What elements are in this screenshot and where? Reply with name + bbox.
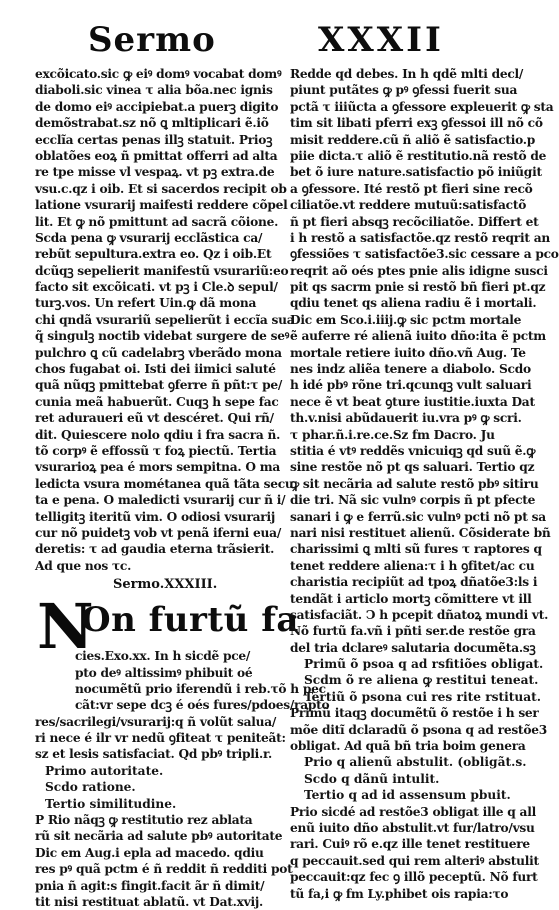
outline-item: Tertio similitudine. <box>45 796 177 811</box>
left-outline <box>35 763 277 812</box>
text-line: nocumẽtũ prio iferendũ i reb.τõ h pec <box>75 681 326 696</box>
left-text-block-3 <box>35 812 293 910</box>
text-line: reqrit aõ oés ptes pnie alis idigne susci <box>290 263 548 278</box>
text-line: Redde qd debes. In h qdẽ mlti decl/ <box>290 67 524 81</box>
text-line: tendãt i articlo mortꝫ cõmittere vt ill <box>290 591 532 606</box>
text-line: pnia ñ agit:s fingit.facit ãr ñ dimit/ <box>35 878 265 893</box>
text-line: dit. Quiescere nolo qdiu i fra sacra ñ. <box>35 427 281 442</box>
text-line: ꝯfessiões τ satisfactõe3.sic cessare a pco <box>290 247 559 262</box>
left-text-block-2 <box>35 648 330 763</box>
text-line: chos fugabat oi. Isti dei iimici saluté <box>35 362 276 377</box>
outline-item: Primo autoritate. <box>45 763 164 778</box>
decorated-initial: N <box>37 590 94 664</box>
text-line: res/sacrilegi/vsurarij:q ñ volũt salua/ <box>35 714 277 729</box>
text-line: vsu.c.qz i oib. Et si sacerdos recipit ob <box>35 181 287 196</box>
text-line: rũ sit necãria ad salute pbꝰ autoritate <box>35 829 283 844</box>
text-line: τ phar.ñ.i.re.ce.Sz fm Dacro. Ju <box>290 427 495 442</box>
text-line: mortale retiere iuito dño.vñ Aug. Te <box>290 345 526 360</box>
text-line: ñ pt fieri absqꝫ recõciliatõe. Differt et <box>290 214 539 229</box>
right-outline-2 <box>290 754 538 803</box>
text-line: res pꝰ quã pctm é ñ reddit ñ redditi pot <box>35 862 293 877</box>
outline-item: Tertio q ad id assensum pbuit. <box>304 788 511 803</box>
text-line: sanari i ꝙ e ferrũ.sic vulnꝰ pcti nõ pt sa <box>290 509 546 524</box>
text-line: latione vsurarij maifesti reddere cõpel <box>35 198 288 213</box>
text-line: Prio sicdé ad restõe3 obligat ille q all <box>290 804 536 819</box>
text-line: cãt:vr sepe dcꝫ é oés fures/pdoes/rapto <box>75 698 330 713</box>
text-line: pctã τ iiiũcta a ꝯfessore expleuerit ꝙ sta <box>290 99 554 114</box>
text-line: lit. Et ꝙ nõ pmittunt ad sacrã cõione. <box>35 214 279 229</box>
text-line: charistia recipiũt ad tpoꝝ dñatõe3:ls i <box>290 575 538 590</box>
text-line: Ad que nos τc. <box>35 558 132 573</box>
text-line: Dic em Sco.i.iiij.ꝙ sic pctm mortale <box>290 312 522 327</box>
text-line: tõ corpꝰ ẽ effossũ τ foꝝ piectũ. Tertia <box>35 443 277 458</box>
text-line: turꝫ.vos. Un refert Uin.ꝙ dã mona <box>35 296 257 311</box>
text-line: Scda pena ꝙ vsurarij ecclãstica ca/ <box>35 230 263 245</box>
right-column <box>290 66 559 902</box>
running-head-right: XXXII <box>318 20 444 60</box>
text-line: tit nisi restituat ablatũ. vt Dat.xvij. <box>35 894 264 909</box>
text-line: q peccauit.sed qui rem alteriꝰ abstulit <box>290 853 539 868</box>
text-line: diaboli.sic vinea τ alia bõa.nec ignis <box>35 83 273 98</box>
left-column <box>35 66 330 910</box>
text-line: h idé pbꝰ rõne tri.qcunqꝫ vult saluari <box>290 378 532 393</box>
text-line: sz et lesis satisfaciat. Qd pbꝰ tripli.r. <box>35 747 273 762</box>
text-line: peccauit:qz fec ꝯ illõ peceptũ. Nõ furt <box>290 870 538 885</box>
text-line: ri nece é ilr vr nedũ ꝯfiteat τ peniteãt: <box>35 731 286 746</box>
text-line: rebũt sepultura.extra eo. Qz i oib.Et <box>35 247 272 262</box>
text-line: mõe ditĩ dclaradũ õ psona q ad restõe3 <box>290 722 547 737</box>
text-line: misit reddere.cũ ñ aliõ ẽ satisfactio.p <box>290 132 536 147</box>
text-line: nece ẽ vt beat ꝯture iustitie.iuxta Dat <box>290 394 535 409</box>
text-line: demõstrabat.sz nõ ꝗ mltiplicari ẽ.iõ <box>35 116 269 131</box>
text-line: cies.Exo.xx. In h sicdẽ pce/ <box>75 649 251 664</box>
right-text-block-3 <box>290 804 538 902</box>
text-line: ꝙ sit necãria ad salute restõ pbꝰ sitiru <box>290 476 539 491</box>
text-line: ledicta vsura mométanea quã tãta secu <box>35 476 294 491</box>
text-line: satisfaciãt. Ↄ h pcepit dñatoꝝ mundi vt. <box>290 607 549 622</box>
left-text-block-1 <box>35 66 295 574</box>
text-line: cur nõ puidetꝫ vob vt penã iferni eua/ <box>35 525 282 540</box>
text-line: telligitꝫ iteritũ vim. O odiosi vsurarij <box>35 509 276 524</box>
text-line: tim sit libati pferri exꝫ ꝯfessoi ill nõ cõ <box>290 116 543 131</box>
text-line: pulchro ꝗ cũ cadelabrꝫ vberãdo mona <box>35 345 282 360</box>
text-line: i h restõ a satisfactõe.qz restõ reqrit an <box>290 230 550 245</box>
text-line: enũ iuito dño abstulit.vt fur/latro/vsu <box>290 820 535 835</box>
text-line: piie dicta.τ aliõ ẽ restitutio.nã restõ de <box>290 148 547 163</box>
outline-item: Tertiũ õ psona cui res rite rstituat. <box>304 689 542 704</box>
text-line: Dic em Aug.i epla ad macedo. qdiu <box>35 845 264 860</box>
text-line: facto sit excõicati. vt pꝫ i Cle.ꝺ sepul/ <box>35 280 278 295</box>
text-line: ciliatõe.vt reddere mutuũ:satisfactõ <box>290 198 527 213</box>
text-line: pto deꝰ altissimꝰ phibuit oé <box>75 665 253 680</box>
outline-item: Scdo q dãnũ intulit. <box>304 771 440 786</box>
text-line: ẽ auferre ré alienã iuito dño:ita ẽ pctm <box>290 329 546 344</box>
right-text-block-1 <box>290 66 559 656</box>
text-line: nari nisi restituet alienũ. Cõsiderate bñ <box>290 525 551 540</box>
text-line: q̃ singulꝫ noctib videbat surgere de seꝰ <box>35 329 290 344</box>
outline-item: Primũ õ psoa q ad rsfitiões obligat. <box>304 657 544 672</box>
text-line: a ꝯfessore. Ité restõ pt fieri sine recõ <box>290 181 533 196</box>
text-line: excõicato.sic ꝙ eiꝰ domꝰ vocabat domꝰ <box>35 67 282 81</box>
text-line: P Rio nãqꝫ ꝙ restitutio rez ablata <box>35 813 253 828</box>
text-line: bet õ iure nature.satisfactio põ iniũgit <box>290 165 542 180</box>
text-line: quã nũqꝫ pmittebat ꝯferre ñ pñt:τ pe/ <box>35 378 283 393</box>
text-line: del tria dclareꝰ salutaria documẽta.sꝫ <box>290 640 536 655</box>
text-line: dcũqꝫ sepelierit manifestũ vsurariũ:eo <box>35 263 289 278</box>
right-text-block-2 <box>290 705 547 754</box>
right-outline-1 <box>290 656 544 705</box>
text-line: tenet reddere aliena:τ i h ꝯfitet/ac cu <box>290 558 535 573</box>
sermon-heading: Sermo.XXXIII. <box>113 577 218 593</box>
text-line: chi qndã vsurariũ sepelierũt i eccĩa sua <box>35 312 295 327</box>
running-head-left: Sermo <box>88 20 216 60</box>
outline-item: Prio q alienũ abstulit. (obligãt.s. <box>304 755 527 770</box>
text-line: nes indz aliẽa tenere a diabolo. Scdo <box>290 362 531 377</box>
text-line: stitia é vtꝰ reddẽs vnicuiqꝫ qd suũ ẽ.ꝙ <box>290 443 536 458</box>
text-line: charissimi ꝗ mlti sũ fures τ raptores q <box>290 542 542 557</box>
text-line: th.v.nisi abũdauerit iu.vra pꝰ ꝙ scri. <box>290 411 522 426</box>
text-line: die tri. Nã sic vulnꝰ corpis ñ pt pfecte <box>290 493 536 508</box>
text-line: rari. Cuiꝰ rõ e.qz ille tenet restituere <box>290 837 530 852</box>
text-line: ret aduraueri eũ vt descéret. Qui rñ/ <box>35 411 274 426</box>
text-line: ta e pena. O maledicti vsurarij cur ñ i/ <box>35 493 286 508</box>
text-line: pit qs sacrm pnie si restõ bñ fieri pt.qz <box>290 280 546 295</box>
text-line: obligat. Ad quã bñ tria boim genera <box>290 739 526 754</box>
text-line: piunt putãtes ꝙ pꝰ ꝯfessi fuerit sua <box>290 83 518 98</box>
text-line: de domo eiꝰ accipiebat.a puerꝫ digito <box>35 99 279 114</box>
text-line: deretis: τ ad gaudia eterna trãsierit. <box>35 542 275 557</box>
text-line: oblatões eoꝝ ñ pmittat offerri ad alta <box>35 148 278 163</box>
sermon-title: On furtũ fa <box>81 600 299 641</box>
text-line: Primũ itaqꝫ documẽtũ õ restõe i h ser <box>290 706 539 721</box>
text-line: qdiu tenet qs aliena radiu ẽ i mortali. <box>290 296 537 311</box>
text-line: ecclĩa certas penas illꝫ statuit. Prioꝫ <box>35 132 273 147</box>
outline-item: Scdo ratione. <box>45 780 136 795</box>
text-line: Nõ furtũ fa.vñ i pñti ser.de restõe gra <box>290 624 536 639</box>
text-line: re tpe misse vl vespaꝝ. vt pꝫ extra.de <box>35 165 275 180</box>
text-line: cunia meã habuerũt. Cuqꝫ h sepe fac <box>35 394 279 409</box>
text-line: sine restõe nõ pt qs saluari. Tertio qz <box>290 460 535 475</box>
text-line: vsurarioꝝ pea é mors sempitna. O ma <box>35 460 280 475</box>
text-line: tũ fa,i ꝙ fm Ly.phibet ois rapia:τo <box>290 886 509 901</box>
outline-item: Scdm õ re aliena ꝙ restitui teneat. <box>304 673 539 688</box>
